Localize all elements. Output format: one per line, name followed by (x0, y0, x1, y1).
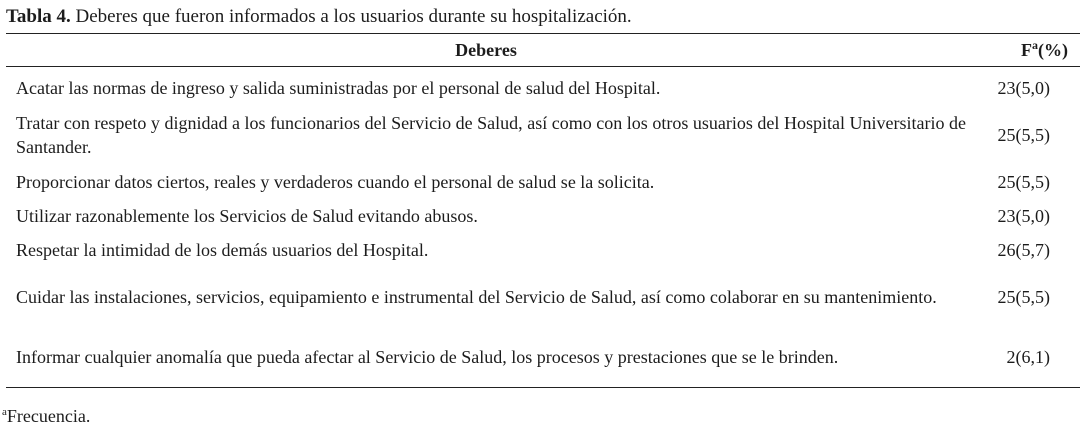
duty-frequency: 23(5,0) (997, 78, 1050, 98)
table-caption (6, 4, 632, 30)
duty-frequency: 25(5,5) (997, 125, 1050, 145)
table-row (6, 199, 1080, 233)
header-freq-rest: (%) (1038, 40, 1068, 60)
caption-label: Tabla 4. (6, 6, 71, 27)
duty-frequency: 25(5,5) (997, 172, 1050, 192)
duty-frequency: 2(6,1) (966, 327, 1080, 388)
duty-text: Respetar la intimidad de los demás usuarios del Hospital. (16, 240, 429, 260)
duty-text: Utilizar razonablemente los Servicios de Salud evitando abusos. (16, 206, 478, 226)
table-row (6, 233, 1080, 267)
table-row (6, 165, 1080, 199)
table-row (6, 327, 1080, 388)
duty-text: Informar cualquier anomalía que pueda afectar al Servicio de Salud, los procesos y prestaciones que se le brinden. (6, 327, 966, 388)
duty-text: Acatar las normas de ingreso y salida suministradas por el personal de salud del Hospital. (16, 78, 661, 98)
header-deberes: Deberes (6, 34, 966, 67)
table-row (6, 267, 1080, 327)
duty-frequency: 26(5,7) (997, 240, 1050, 260)
duty-text: Proporcionar datos ciertos, reales y verdaderos cuando el personal de salud se la solicita. (16, 172, 655, 192)
header-freq-sup: a (1032, 38, 1038, 52)
footnote-marker: a (2, 406, 7, 418)
table-row (6, 67, 1080, 106)
footnote-text: Frecuencia. (6, 406, 91, 426)
header-freq-main: F (1021, 40, 1032, 60)
duties-table (6, 33, 1080, 388)
header-frequency (966, 34, 1080, 67)
table-header-row (6, 34, 1080, 67)
duty-frequency: 25(5,5) (997, 287, 1050, 307)
duty-text: Tratar con respeto y dignidad a los funcionarios del Servicio de Salud, así como con los otros usuarios del Hospital Universitario de Santander. (16, 113, 966, 157)
duty-frequency: 23(5,0) (997, 206, 1050, 226)
duty-text: Cuidar las instalaciones, servicios, equipamiento e instrumental del Servicio de Salud, así como colaborar en su mantenimiento. (16, 287, 937, 307)
table-row (6, 105, 1080, 165)
table-footnote (2, 404, 90, 428)
caption-text: Deberes que fueron informados a los usuarios durante su hospitalización. (70, 6, 632, 27)
